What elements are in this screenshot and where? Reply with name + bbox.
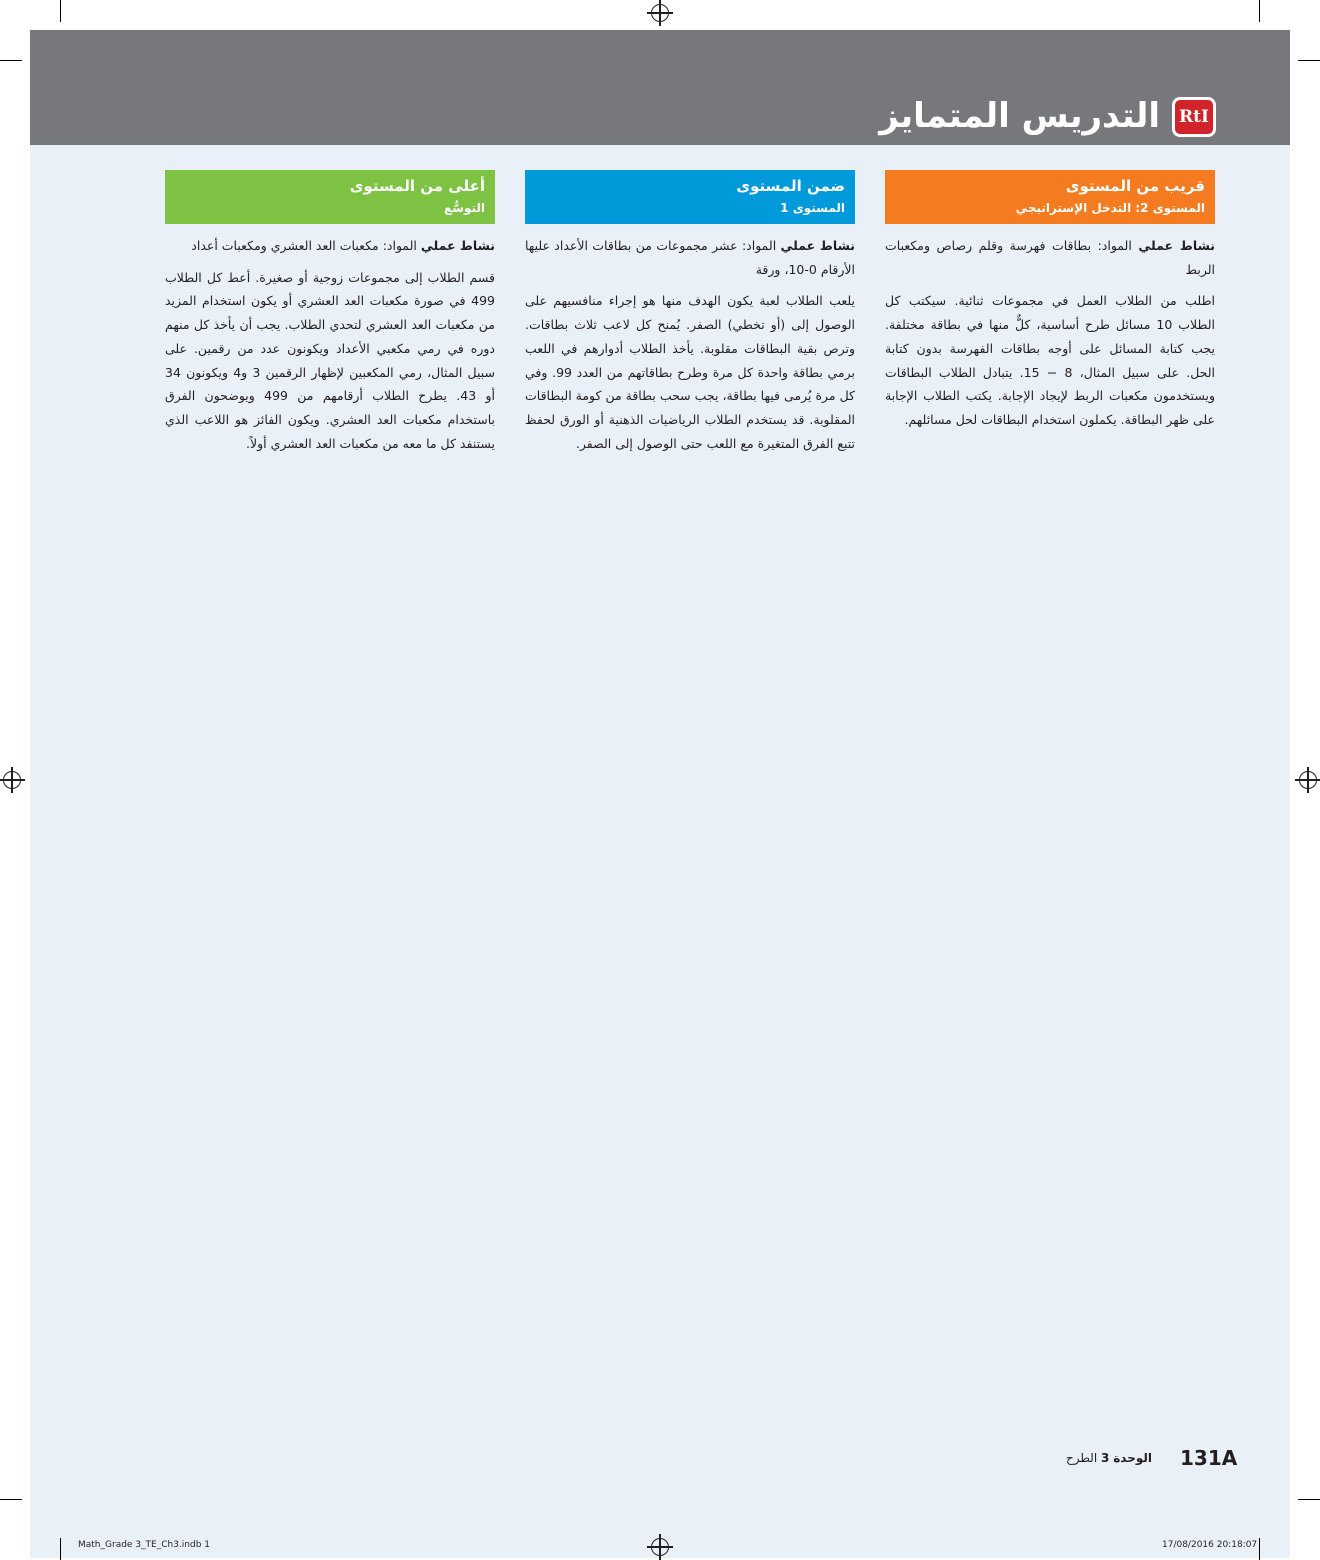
approaching-level-column [885, 234, 1215, 440]
unit-number: 3 [1101, 1451, 1110, 1465]
on-level-subtitle: المستوى 1 [780, 201, 845, 215]
materials-text: المواد: بطاقات فهرسة وقلم رصاص ومكعبات الربط [885, 238, 1215, 277]
on-level-body: يلعب الطلاب لعبة يكون الهدف منها هو إجراء منافسيهم على الوصول إلى (أو تخطي) الصفر. يُمنح كل لاعب ثلاث بطاقات. وترص بقية البطاقات مقلوبة. يأخذ الطلاب أدوارهم في اللعب برمي بطاقة واحدة كل مرة وطرح بطاقاتهم من العدد 99. وفي كل مرة يُرمى فيها بطاقة، يجب سحب بطاقة من كومة البطاقات المقلوبة. قد يستخدم الطلاب الرياضيات الذهنية أو الورق لحفظ تتبع الفرق المتغيرة مع اللعب حتى الوصول إلى الصفر. [525, 293, 855, 451]
approaching-level-title: قريب من المستوى [1065, 177, 1205, 195]
on-level-column [525, 234, 855, 463]
page-title: التدريس المتمايز [879, 96, 1160, 136]
crop-mark [1298, 60, 1320, 61]
unit-word: الوحدة [1113, 1451, 1152, 1465]
crop-mark [1298, 1499, 1320, 1500]
approaching-level-header [885, 170, 1215, 224]
crop-mark [60, 0, 61, 22]
beyond-level-subtitle: التوسُّع [443, 201, 485, 215]
registration-mark-icon [1299, 771, 1317, 789]
on-level-header [525, 170, 855, 224]
beyond-level-column [165, 234, 495, 463]
materials-text: المواد: عشر مجموعات من بطاقات الأعداد عليها الأرقام 0-10، ورقة [525, 238, 855, 277]
approaching-body: اطلب من الطلاب العمل في مجموعات ثنائية. سيكتب كل الطلاب 10 مسائل طرح أساسية، كلٌّ منها في بطاقة مختلفة. يجب كتابة المسائل على أوجه بطاقات الفهرسة بدون كتابة الحل. على سبيل المثال، 8 − 15. يتبادل الطلاب البطاقات ويستخدمون مكعبات الربط لإيجاد الإجابة. يكتب الطلاب الإجابة على ظهر البطاقة. يكملون استخدام البطاقات لحل مسائلهم. [885, 293, 1216, 427]
slug-date: 17/08/2016 20:18:07 [1162, 1540, 1258, 1550]
activity-label: نشاط عملي [1138, 238, 1215, 253]
unit-name: الطرح [1065, 1451, 1098, 1465]
approaching-materials [885, 234, 1215, 281]
rti-badge: RtI [1172, 97, 1216, 137]
approaching-level-subtitle: المستوى 2: التدخل الإستراتيجي [1015, 201, 1205, 215]
crop-mark [0, 60, 22, 61]
registration-mark-icon [651, 4, 669, 22]
crop-mark [1259, 0, 1260, 22]
beyond-body: قسم الطلاب إلى مجموعات زوجية أو صغيرة. أعط كل الطلاب 499 في صورة مكعبات العد العشري أو يكون استخدام المزيد من مكعبات العد العشري لتحدي الطلاب. يجب أن يأخذ كل منهم دوره في رمي مكعبي الأعداد ويكونون عدد من رقمين. على سبيل المثال، رمي المكعبين لإظهار الرقمين 3 و4 ويكونون 34 أو 43. يطرح الطلاب أرقامهم من 499 ويوضحون الفرق باستخدام مكعبات العد العشري. ويكون الفائز هو اللاعب الذي يستنفد كل ما معه من مكعبات العد العشري أولاً. [165, 269, 495, 451]
activity-label: نشاط عملي [420, 238, 495, 253]
activity-label: نشاط عملي [780, 238, 855, 253]
crop-mark [60, 1538, 61, 1560]
materials-text: المواد: مكعبات العد العشري ومكعبات أعداد [191, 238, 417, 253]
on-level-title: ضمن المستوى [736, 177, 845, 195]
on-level-materials [525, 234, 855, 281]
page-number: 131A [1180, 1446, 1238, 1470]
unit-label [1066, 1451, 1152, 1465]
registration-mark-icon [3, 771, 21, 789]
slug-file: Math_Grade 3_TE_Ch3.indb 1 [78, 1540, 211, 1550]
beyond-materials [165, 234, 495, 258]
beyond-level-title: أعلى من المستوى [349, 177, 485, 195]
registration-mark-icon [651, 1538, 669, 1556]
crop-mark [1259, 1538, 1260, 1560]
beyond-level-header [165, 170, 495, 224]
crop-mark [0, 1499, 22, 1500]
